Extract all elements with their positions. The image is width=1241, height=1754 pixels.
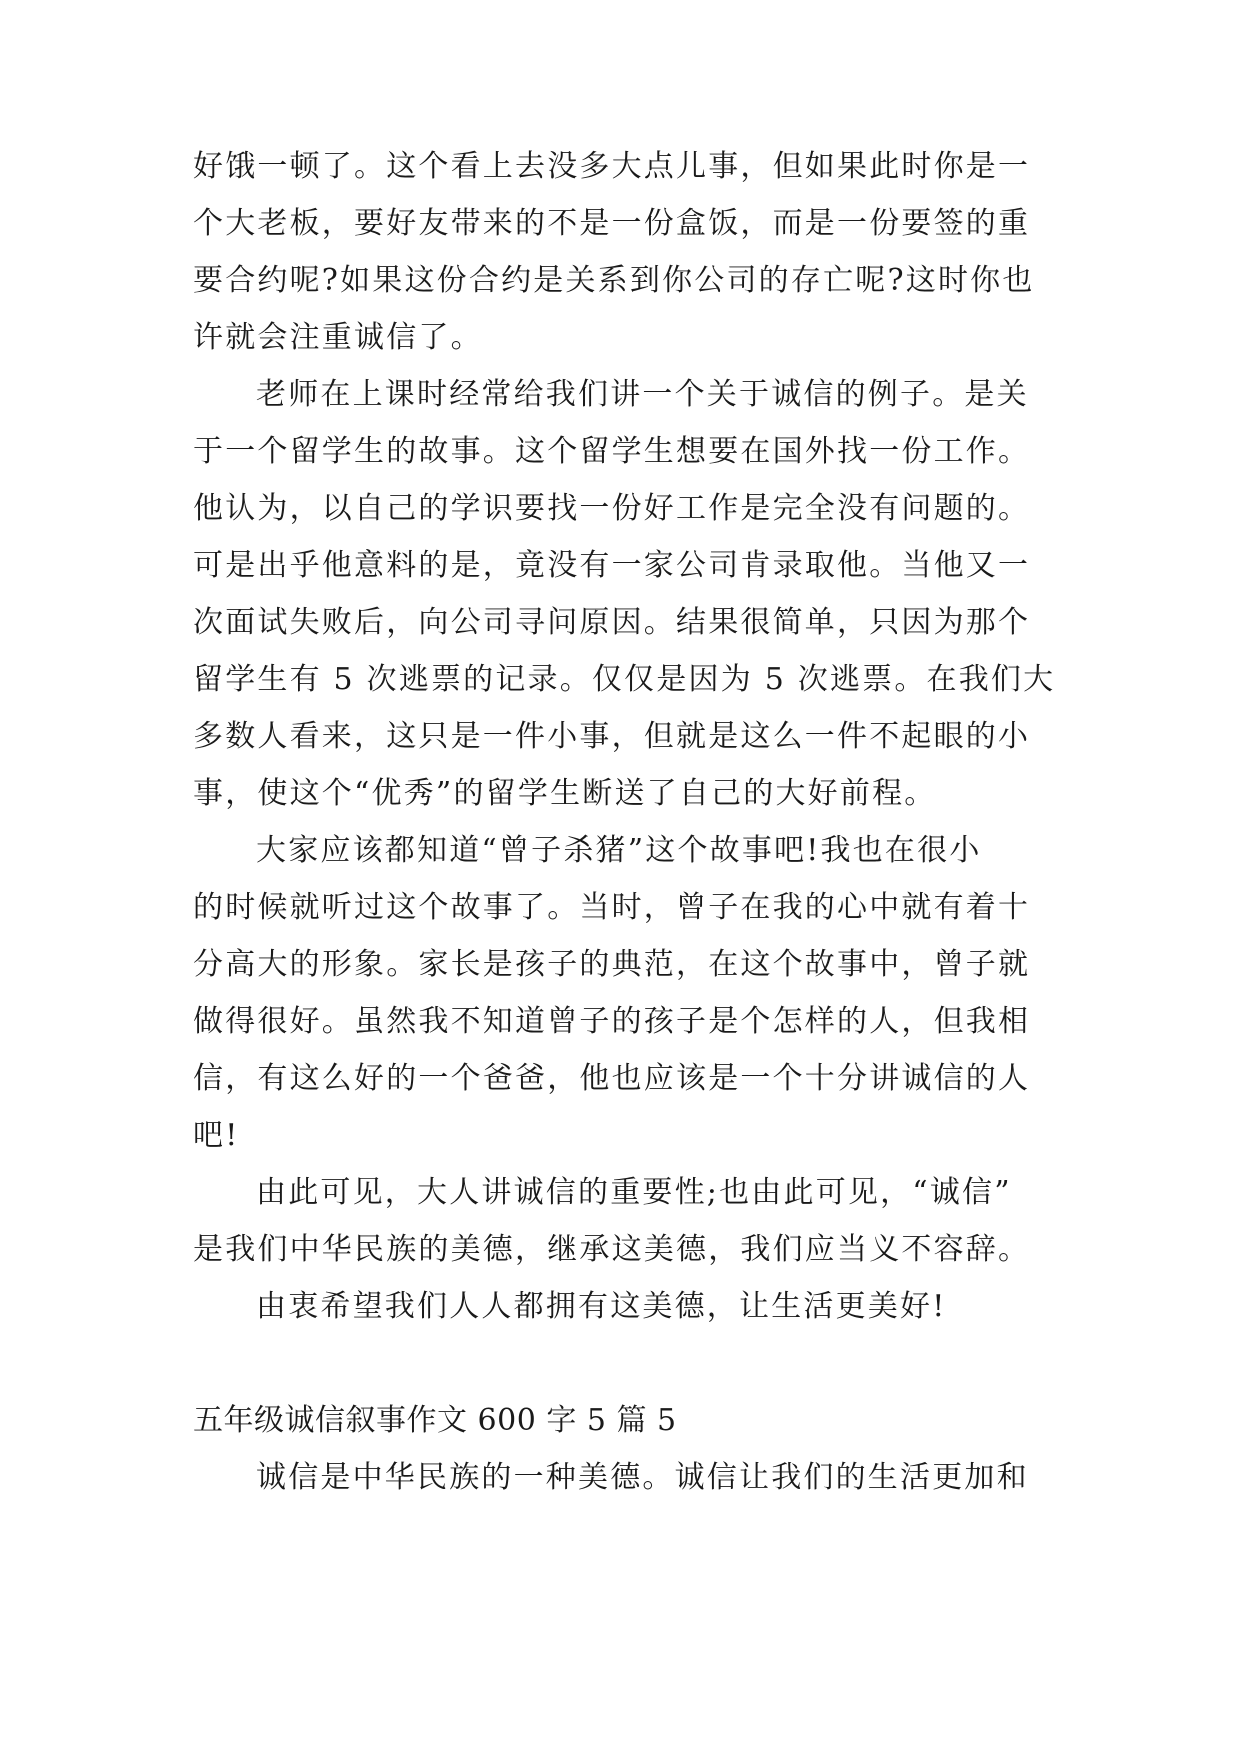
paragraph-line: 由衷希望我们人人都拥有这美德，让生活更美好! xyxy=(256,1289,947,1324)
paragraph-line: 做得很好。虽然我不知道曾子的孩子是个怎样的人，但我相 xyxy=(193,1004,1031,1039)
section-title: 五年级诚信叙事作文 600 字 5 篇 5 xyxy=(193,1403,677,1438)
paragraph-line: 好饿一顿了。这个看上去没多大点儿事，但如果此时你是一 xyxy=(193,149,1031,184)
paragraph-line: 个大老板，要好友带来的不是一份盒饭，而是一份要签的重 xyxy=(193,206,1031,241)
paragraph-line: 吧! xyxy=(193,1118,240,1153)
paragraph-line: 次面试失败后，向公司寻问原因。结果很简单，只因为那个 xyxy=(193,605,1031,640)
paragraph-line: 留学生有 5 次逃票的记录。仅仅是因为 5 次逃票。在我们大 xyxy=(193,662,1056,697)
paragraph-line: 分高大的形象。家长是孩子的典范，在这个故事中，曾子就 xyxy=(193,947,1031,982)
paragraph-line: 大家应该都知道“曾子杀猪”这个故事吧!我也在很小 xyxy=(256,833,982,868)
paragraph-line: 多数人看来，这只是一件小事，但就是这么一件不起眼的小 xyxy=(193,719,1031,754)
paragraph-line: 老师在上课时经常给我们讲一个关于诚信的例子。是关 xyxy=(256,377,1029,412)
paragraph-line: 是我们中华民族的美德，继承这美德，我们应当义不容辞。 xyxy=(193,1232,1031,1267)
paragraph-line: 他认为，以自己的学识要找一份好工作是完全没有问题的。 xyxy=(193,491,1031,526)
paragraph-line: 于一个留学生的故事。这个留学生想要在国外找一份工作。 xyxy=(193,434,1031,469)
paragraph-line: 信，有这么好的一个爸爸，他也应该是一个十分讲诚信的人 xyxy=(193,1061,1031,1096)
paragraph-line: 要合约呢?如果这份合约是关系到你公司的存亡呢?这时你也 xyxy=(193,263,1035,298)
paragraph-line: 诚信是中华民族的一种美德。诚信让我们的生活更加和 xyxy=(256,1460,1029,1495)
paragraph-line: 许就会注重诚信了。 xyxy=(193,320,483,355)
paragraph-line: 可是出乎他意料的是，竟没有一家公司肯录取他。当他又一 xyxy=(193,548,1031,583)
paragraph-line: 事，使这个“优秀”的留学生断送了自己的大好前程。 xyxy=(193,776,937,811)
paragraph-line: 由此可见，大人讲诚信的重要性;也由此可见，“诚信” xyxy=(256,1175,1012,1210)
paragraph-line: 的时候就听过这个故事了。当时，曾子在我的心中就有着十 xyxy=(193,890,1031,925)
